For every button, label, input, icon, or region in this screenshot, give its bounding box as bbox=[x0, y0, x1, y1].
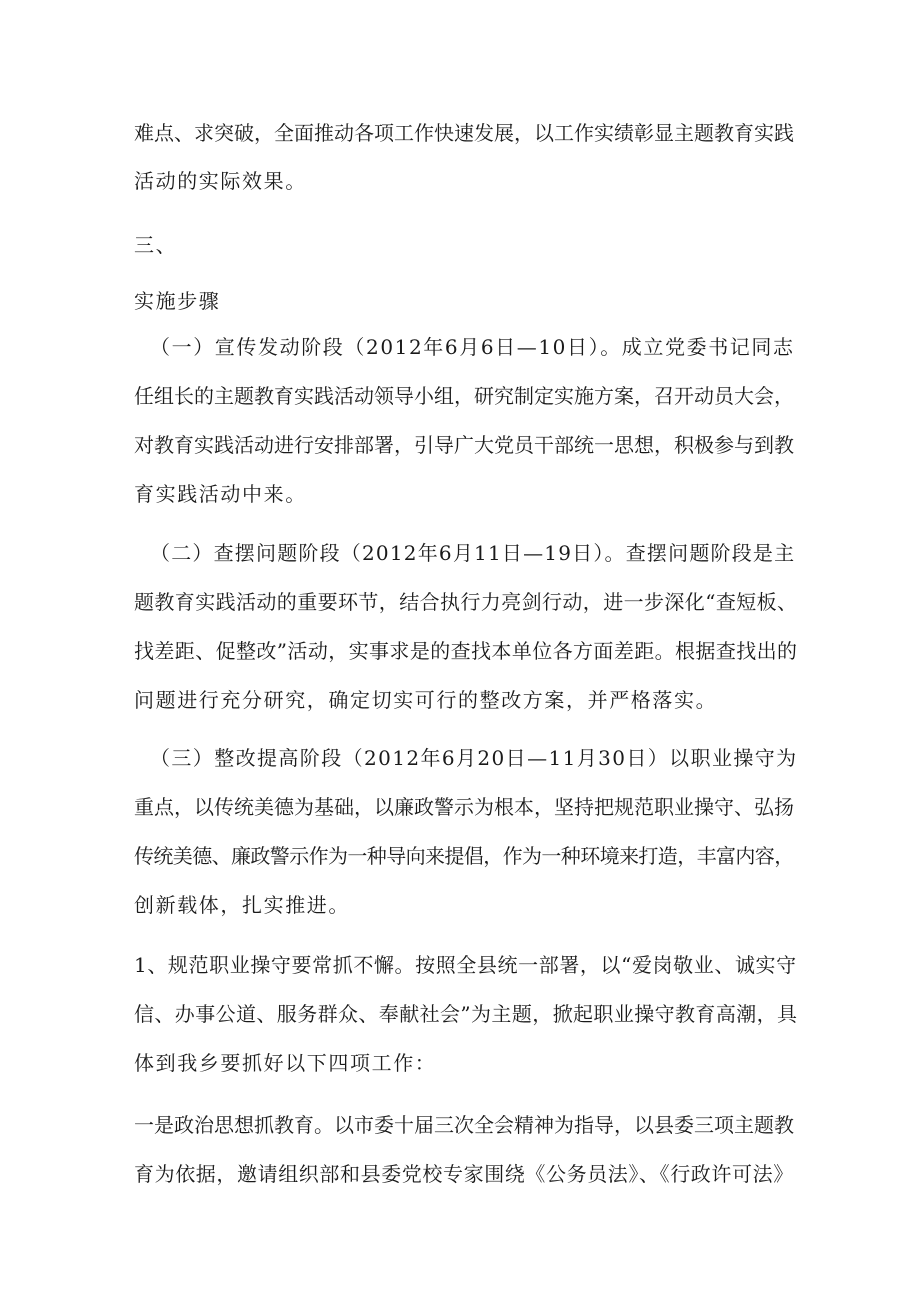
text-line: 题教育实践活动的重要环节，结合执行力亮剑行动，进一步深化“查短板、 bbox=[134, 590, 798, 614]
text-line: （三）整改提高阶段（2012年6月20日—11月30日）以职业操守为 bbox=[150, 746, 798, 770]
text-line: 任组长的主题教育实践活动领导小组，研究制定实施方案，召开动员大会， bbox=[134, 384, 794, 408]
text-line: 创新载体，扎实推进。 bbox=[134, 893, 350, 917]
text-line: 找差距、促整改”活动，实事求是的查找本单位各方面差距。根据查找出的 bbox=[134, 639, 798, 663]
text-line: 信、办事公道、服务群众、奉献社会”为主题，掀起职业操守教育高潮，具 bbox=[134, 1002, 798, 1026]
text-line: 育为依据，邀请组织部和县委党校专家围绕《公务员法》、《行政许可法》 bbox=[134, 1162, 794, 1186]
text-line: 体到我乡要抓好以下四项工作： bbox=[134, 1051, 437, 1075]
text-line: 1、规范职业操守要常抓不懈。按照全县统一部署，以“爱岗敬业、诚实守 bbox=[134, 953, 797, 977]
section-heading: 实施步骤 bbox=[134, 289, 221, 313]
text-line: 活动的实际效果。 bbox=[134, 169, 307, 193]
text-line: 对教育实践活动进行安排部署，引导广大党员干部统一思想，积极参与到教 bbox=[134, 433, 794, 457]
text-line: 一是政治思想抓教育。以市委十届三次全会精神为指导，以县委三项主题教 bbox=[134, 1113, 794, 1137]
text-line: 重点，以传统美德为基础，以廉政警示为根本，坚持把规范职业操守、弘扬 bbox=[134, 795, 794, 819]
section-heading-number: 三、 bbox=[134, 233, 178, 257]
text-line: 问题进行充分研究，确定切实可行的整改方案，并严格落实。 bbox=[134, 688, 718, 712]
text-line: 传统美德、廉政警示作为一种导向来提倡，作为一种环境来打造，丰富内容， bbox=[134, 844, 794, 868]
text-line: 育实践活动中来。 bbox=[134, 482, 307, 506]
text-line: （一）宣传发动阶段（2012年6月6日—10日）。成立党委书记同志 bbox=[150, 335, 795, 359]
text-line: （二）查摆问题阶段（2012年6月11日—19日）。查摆问题阶段是主 bbox=[150, 541, 796, 565]
text-line: 难点、求突破，全面推动各项工作快速发展，以工作实绩彰显主题教育实践 bbox=[134, 121, 794, 145]
